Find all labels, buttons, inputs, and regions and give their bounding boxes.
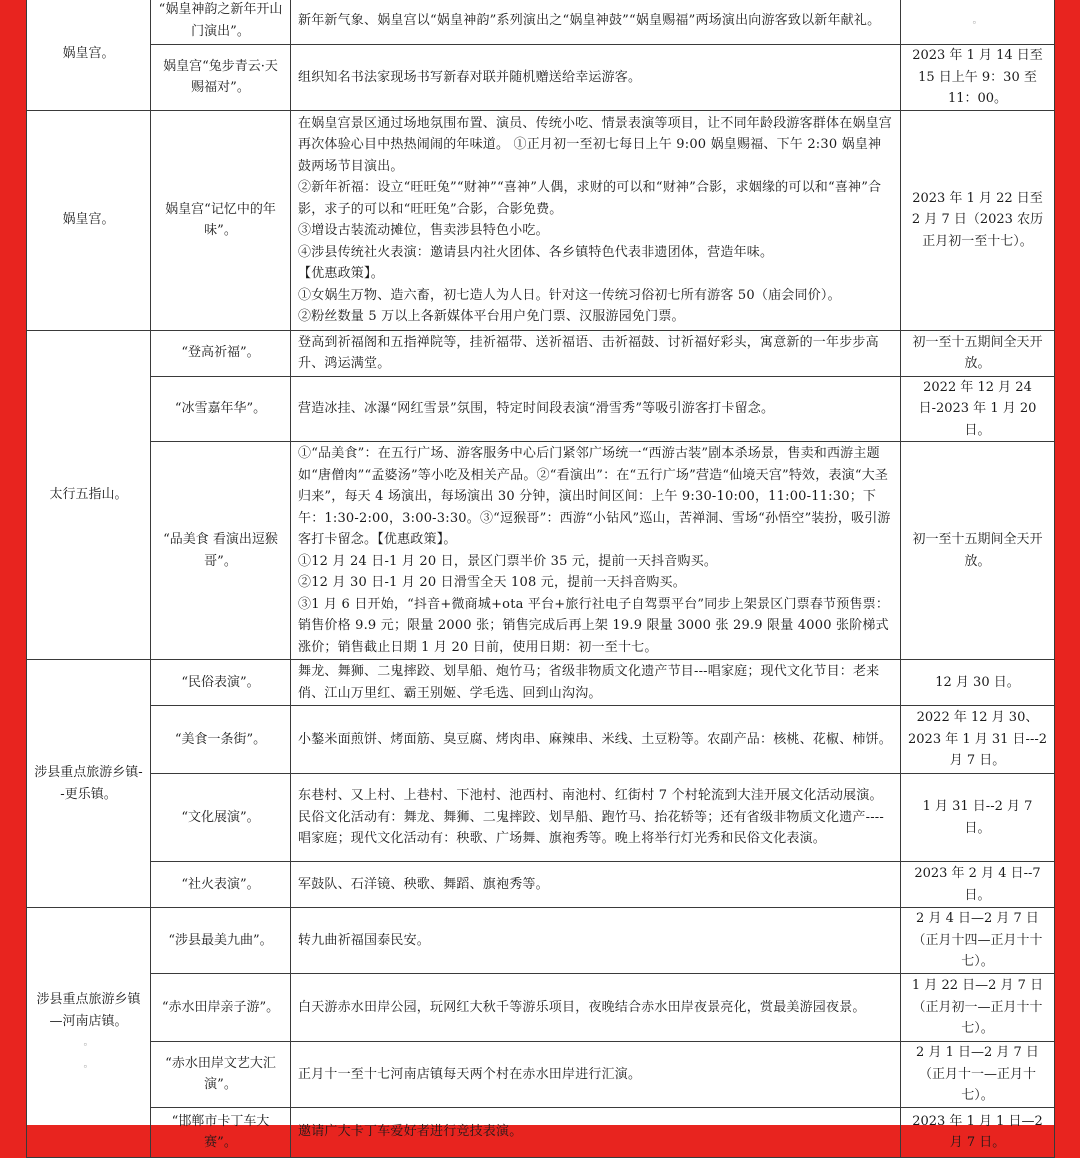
- description-cell: 邀请广大卡丁车爱好者进行竞技表演。: [291, 1107, 901, 1157]
- date-cell: 2022 年 12 月 24 日-2023 年 1 月 20 日。: [901, 376, 1055, 442]
- date-cell: 初一至十五期间全天开放。: [901, 330, 1055, 376]
- desc-line: ④涉县传统社火表演：邀请县内社火团体、各乡镇特色代表非遗团体，营造年味。: [298, 244, 774, 260]
- location-mark: 。: [83, 1058, 94, 1070]
- activity-name-cell: “涉县最美九曲”。: [151, 908, 291, 974]
- description-cell: 小鏊米面煎饼、烤面筋、臭豆腐、烤肉串、麻辣串、米线、土豆粉等。农副产品：核桃、花椒、柿饼。: [291, 706, 901, 774]
- date-cell: 2023 年 1 月 14 日至 15 日上午 9：30 至 11：00。: [901, 45, 1055, 111]
- activity-name-cell: “登高祈福”。: [151, 330, 291, 376]
- date-cell: 12 月 30 日。: [901, 660, 1055, 706]
- description-cell: 组织知名书法家现场书写新春对联并随机赠送给幸运游客。: [291, 45, 901, 111]
- description-cell: 军鼓队、石洋镜、秧歌、舞蹈、旗袍秀等。: [291, 862, 901, 908]
- location-label: 涉县重点旅游乡镇—河南店镇。: [36, 992, 141, 1029]
- activity-name-cell: 娲皇宫“兔步青云·天赐福对”。: [151, 45, 291, 111]
- table-row: [27, 442, 1055, 660]
- activity-name-cell: “赤水田岸亲子游”。: [151, 974, 291, 1042]
- activity-name-cell: “美食一条街”。: [151, 706, 291, 774]
- date-cell: [901, 0, 1055, 45]
- activity-name-cell: “品美食 看演出逗猴哥”。: [151, 442, 291, 660]
- activity-name-cell: “民俗表演”。: [151, 660, 291, 706]
- description-cell: 登高到祈福阁和五指禅院等，挂祈福带、送祈福语、击祈福鼓、讨祈福好彩头，寓意新的一年步步高升、鸿运满堂。: [291, 330, 901, 376]
- description-cell: 营造冰挂、冰瀑“网红雪景”氛围，特定时间段表演“滑雪秀”等吸引游客打卡留念。: [291, 376, 901, 442]
- location-cell: 娲皇宫。: [27, 110, 151, 330]
- date-cell: 2023 年 1 月 1 日—2 月 7 日。: [901, 1107, 1055, 1157]
- description-cell: 东巷村、又上村、上巷村、下池村、池西村、南池村、红街村 7 个村轮流到大洼开展文化活动展演。民俗文化活动有：舞龙、舞狮、二鬼摔跤、划旱船、跑竹马、抬花轿等；还有省级非物质文化遗产----唱家庭；现代文化活动有：秧歌、广场舞、旗袍秀等。晚上将举行灯光秀和民俗文化表演。: [291, 774, 901, 862]
- description-cell: [291, 442, 901, 660]
- location-cell: [27, 908, 151, 1158]
- desc-line: ①12 月 24 日-1 月 20 日，景区门票半价 35 元，提前一天抖音购买。: [298, 553, 718, 569]
- description-cell: 正月十一至十七河南店镇每天两个村在赤水田岸进行汇演。: [291, 1042, 901, 1108]
- date-cell: 2023 年 2 月 4 日--7 日。: [901, 862, 1055, 908]
- activity-name-cell: “文化展演”。: [151, 774, 291, 862]
- date-cell: 2023 年 1 月 22 日至 2 月 7 日（2023 农历正月初一至十七）。: [901, 110, 1055, 330]
- date-cell: 2 月 1 日—2 月 7 日（正月十一—正月十七）。: [901, 1042, 1055, 1108]
- desc-line: ①女娲生万物、造六畜，初七造人为人日。针对这一传统习俗初七所有游客 50（庙会同价）。: [298, 287, 841, 303]
- date-mark: 。: [972, 15, 983, 27]
- table-row: [27, 45, 1055, 111]
- document-page: [26, 0, 1054, 1150]
- description-cell: [291, 110, 901, 330]
- date-cell: 2 月 4 日—2 月 7 日（正月十四—正月十十七）。: [901, 908, 1055, 974]
- table-row: [27, 110, 1055, 330]
- desc-line: 在娲皇宫景区通过场地氛围布置、演员、传统小吃、情景表演等项目，让不同年龄段游客群体在娲皇宫再次体验心目中热热闹闹的年味道。 ①正月初一至初七每日上午 9:00 娲皇赐福、下午 2:30 娲皇神鼓两场节目演出。: [298, 115, 893, 174]
- date-cell: 1 月 22 日—2 月 7 日（正月初一—正月十十七）。: [901, 974, 1055, 1042]
- activity-name-cell: “冰雪嘉年华”。: [151, 376, 291, 442]
- table-row: [27, 660, 1055, 706]
- location-cell: 太行五指山。: [27, 330, 151, 660]
- activity-name-cell: “社火表演”。: [151, 862, 291, 908]
- activity-name-cell: “赤水田岸文艺大汇演”。: [151, 1042, 291, 1108]
- description-cell: 新年新气象、娲皇宫以“娲皇神韵”系列演出之“娲皇神鼓”“娲皇赐福”两场演出向游客致以新年献礼。: [291, 0, 901, 45]
- table-row: [27, 1107, 1055, 1157]
- table-row: [27, 376, 1055, 442]
- table-row: [27, 908, 1055, 974]
- date-cell: 1 月 31 日--2 月 7 日。: [901, 774, 1055, 862]
- desc-line: ③增设古装流动摊位，售卖涉县特色小吃。: [298, 223, 549, 238]
- desc-line: ③1 月 6 日开始，“抖音+微商城+ota 平台+旅行社电子自驾票平台”同步上架景区门票春节预售票：销售价格 9.9 元；限量 2000 张；销售完成后再上架 19.9 限量 3000 张 29.9 限量 4000 张阶梯式涨价；销售截止日期 1 月 20 日前，使用日期：初一至十七。: [298, 596, 890, 655]
- description-cell: 转九曲祈福国泰民安。: [291, 908, 901, 974]
- activity-name-cell: 娲皇宫“记忆中的年味”。: [151, 110, 291, 330]
- location-mark: 。: [83, 1037, 94, 1049]
- location-cell: 娲皇宫。: [27, 0, 151, 110]
- table-row: [27, 974, 1055, 1042]
- desc-line: ②新年祈福：设立“旺旺兔”“财神”“喜神”人偶，求财的可以和“财神”合影，求姻缘的可以和“喜神”合影，求子的可以和“旺旺兔”合影，合影免费。: [298, 180, 882, 217]
- location-cell: 涉县重点旅游乡镇--更乐镇。: [27, 660, 151, 908]
- description-cell: 白天游赤水田岸公园，玩网红大秋千等游乐项目，夜晚结合赤水田岸夜景亮化，赏最美游园夜景。: [291, 974, 901, 1042]
- desc-line: ②12 月 30 日-1 月 20 日滑雪全天 108 元，提前一天抖音购买。: [298, 575, 686, 590]
- table-row: [27, 1042, 1055, 1108]
- table-row: [27, 706, 1055, 774]
- table-row: [27, 862, 1055, 908]
- date-cell: 初一至十五期间全天开放。: [901, 442, 1055, 660]
- desc-line: 【优惠政策】。: [298, 266, 384, 281]
- table-row: [27, 0, 1055, 45]
- date-cell: 2022 年 12 月 30、2023 年 1 月 31 日---2 月 7 日。: [901, 706, 1055, 774]
- activity-table: [26, 0, 1055, 1158]
- table-row: [27, 330, 1055, 376]
- activity-name-cell: “邯郸市卡丁车大赛”。: [151, 1107, 291, 1157]
- desc-line: ①“品美食”：在五行广场、游客服务中心后门紧邻广场统一“西游古装”剧本杀场景，售卖和西游主题如“唐僧肉”“孟婆汤”等小吃及相关产品。②“看演出”：在“五行广场”营造“仙境天宫”特效，表演“大圣归来”，每天 4 场演出，每场演出 30 分钟，演出时间区间：上午 9:30-10:00，11:00-11:30；下午：1:30-2:00，3:00-3:30。③“逗猴哥”：西游“小钻风”巡山，苦禅洞、雪场“孙悟空”装扮，吸引游客打卡留念。【优惠政策】。: [298, 446, 891, 547]
- activity-name-cell: “娲皇神韵之新年开山门演出”。: [151, 0, 291, 45]
- table-row: [27, 774, 1055, 862]
- description-cell: 舞龙、舞狮、二鬼摔跤、划旱船、炮竹马；省级非物质文化遗产节目---唱家庭；现代文化节目：老来俏、江山万里红、霸王别姬、学毛选、回到山沟沟。: [291, 660, 901, 706]
- desc-line: ②粉丝数量 5 万以上各新媒体平台用户免门票、汉服游园免门票。: [298, 309, 685, 324]
